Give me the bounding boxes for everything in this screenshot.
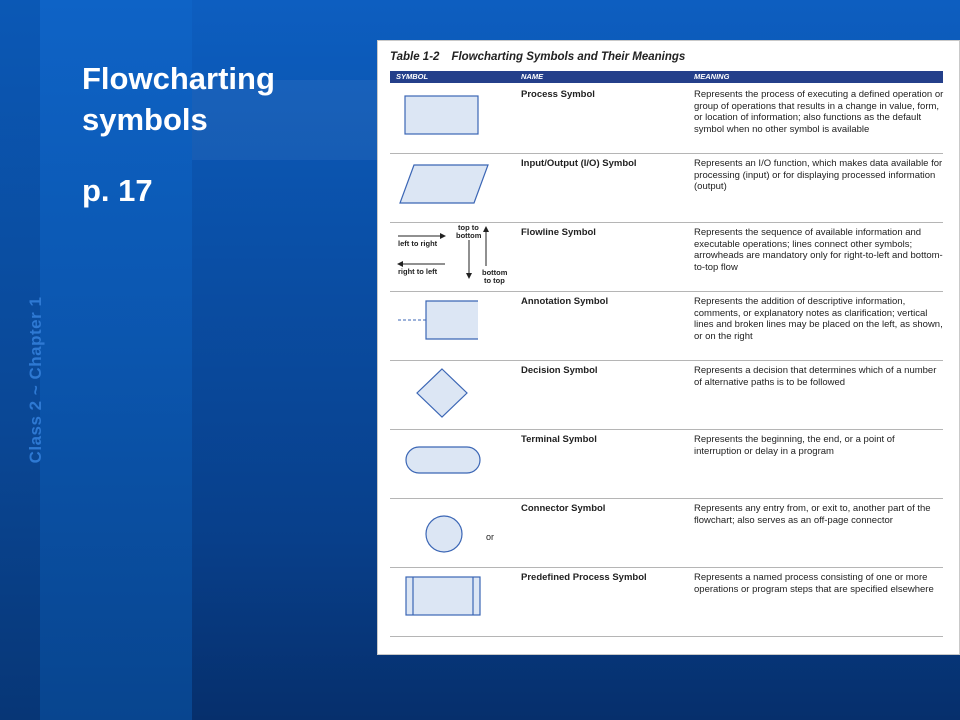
- row-name: Connector Symbol: [521, 503, 606, 514]
- row-meaning: Represents any entry from, or exit to, another part of the flowchart; also serves as an off-page connector: [694, 503, 931, 526]
- row-meaning: Represents a decision that determines which of a number of alternative paths is to be followed: [694, 365, 937, 388]
- row-meaning: Represents the addition of descriptive information, comments, or explanatory notes as clarification; vertical lines and broken lines may be placed on the left, as shown, or on the right: [694, 296, 943, 342]
- header-symbol: SYMBOL: [396, 72, 429, 81]
- table-header: [390, 71, 943, 83]
- decision-diamond-icon: [390, 360, 510, 429]
- connector-symbols-icon: [390, 498, 520, 567]
- row-meaning: Represents a named process consisting of one or more operations or program steps that are specified elsewhere: [694, 572, 934, 595]
- page-reference: p. 17: [82, 173, 153, 208]
- row-name: Terminal Symbol: [521, 434, 597, 445]
- table-caption: [390, 51, 685, 63]
- row-name: Predefined Process Symbol: [521, 572, 647, 583]
- row-meaning: Represents the sequence of available information and executable operations; lines connect other symbols; arrowheads are mandatory only for right-to-left and bottom-to-top flow: [694, 227, 943, 273]
- bottom-label: bottom: [482, 268, 508, 277]
- connector-or-label: or: [486, 532, 495, 542]
- flowline-arrows-icon: [390, 222, 510, 291]
- row-meaning: Represents an I/O function, which makes data available for processing (input) or for displaying processed information (output): [694, 158, 943, 192]
- right-to-left-label: right to left: [398, 267, 438, 276]
- row-name: Input/Output (I/O) Symbol: [521, 158, 637, 169]
- process-symbol-icon: [390, 84, 510, 153]
- table-row-process: [390, 84, 943, 154]
- left-to-right-label: left to right: [398, 239, 438, 248]
- header-name: NAME: [521, 72, 544, 81]
- row-meaning: Represents the process of executing a defined operation or group of operations that results in a change in value, form, or location of information; also functions as the default symbol when no other symbol is available: [694, 89, 944, 135]
- terminal-oval-icon: [390, 429, 510, 498]
- table-row-flowline: [390, 222, 943, 292]
- flowchart-symbols-table: [377, 40, 960, 655]
- table-row-io: [390, 153, 943, 223]
- top-to-label: top to: [458, 223, 479, 232]
- table-row-connector: [390, 498, 943, 568]
- table-row-terminal: [390, 429, 943, 499]
- table-row-annotation: [390, 291, 943, 361]
- table-caption-text: Flowcharting Symbols and Their Meanings: [451, 51, 686, 63]
- table-number: Table 1-2: [390, 51, 440, 63]
- to-top-label: to top: [484, 276, 505, 285]
- predefined-process-icon: [390, 567, 510, 636]
- row-meaning: Represents the beginning, the end, or a point of interruption or delay in a program: [694, 434, 895, 457]
- header-meaning: MEANING: [694, 72, 730, 81]
- annotation-symbol-icon: [390, 291, 510, 360]
- table-row-decision: [390, 360, 943, 430]
- io-parallelogram-icon: [390, 153, 510, 222]
- row-name: Decision Symbol: [521, 365, 598, 376]
- row-name: Annotation Symbol: [521, 296, 609, 307]
- side-chapter-label: Class 2 ~ Chapter 1: [26, 296, 45, 464]
- table-row-predefined-process: [390, 567, 943, 637]
- bottom-word-label: bottom: [456, 231, 482, 240]
- row-name: Flowline Symbol: [521, 227, 596, 238]
- slide-title: Flowcharting symbols: [82, 61, 275, 137]
- row-name: Process Symbol: [521, 89, 595, 100]
